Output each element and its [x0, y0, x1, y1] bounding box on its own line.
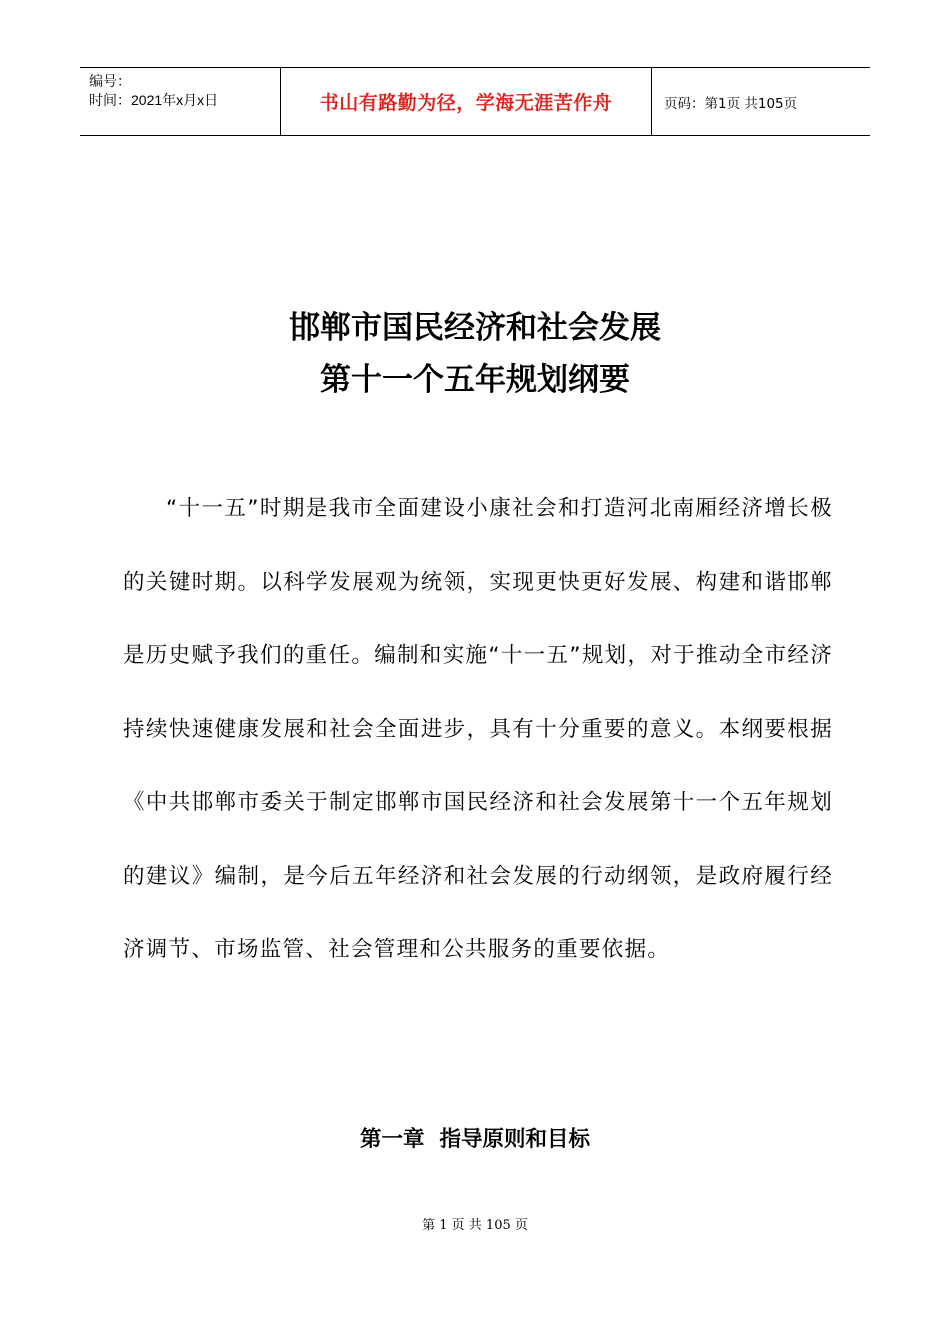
header-page-code: 页码：第1页 共105页	[664, 95, 798, 112]
intro-paragraph: “十一五”时期是我市全面建设小康社会和打造河北南厢经济增长极的关键时期。以科学发展观为统领，实现更快更好发展、构建和谐邯郸是历史赋予我们的重任。编制和实施“十一五”规划，对于推动全市经济持续快速健康发展和社会全面进步，具有十分重要的意义。本纲要根据《中共邯郸市委关于制定邯郸市国民经济和社会发展第十一个五年规划的建议》编制，是今后五年经济和社会发展的行动纲领，是政府履行经济调节、市场监管、社会管理和公共服务的重要依据。	[123, 496, 833, 962]
header-motto: 书山有路勤为径，学海无涯苦作舟	[319, 92, 613, 114]
page-header	[80, 67, 870, 136]
chapter-heading: 第一章 指导原则和目标	[360, 1127, 590, 1152]
document-title-line2: 第十一个五年规划纲要	[320, 362, 630, 398]
document-title-line1: 邯郸市国民经济和社会发展	[289, 310, 661, 346]
page-footer: 第 1 页 共 105 页	[422, 1218, 528, 1233]
header-motto-cell	[281, 68, 652, 135]
serial-number-label: 编号：	[89, 73, 131, 89]
header-page-cell	[652, 68, 870, 135]
date-label: 时间：2021年x月x日	[89, 92, 219, 108]
header-meta-cell	[80, 68, 281, 135]
